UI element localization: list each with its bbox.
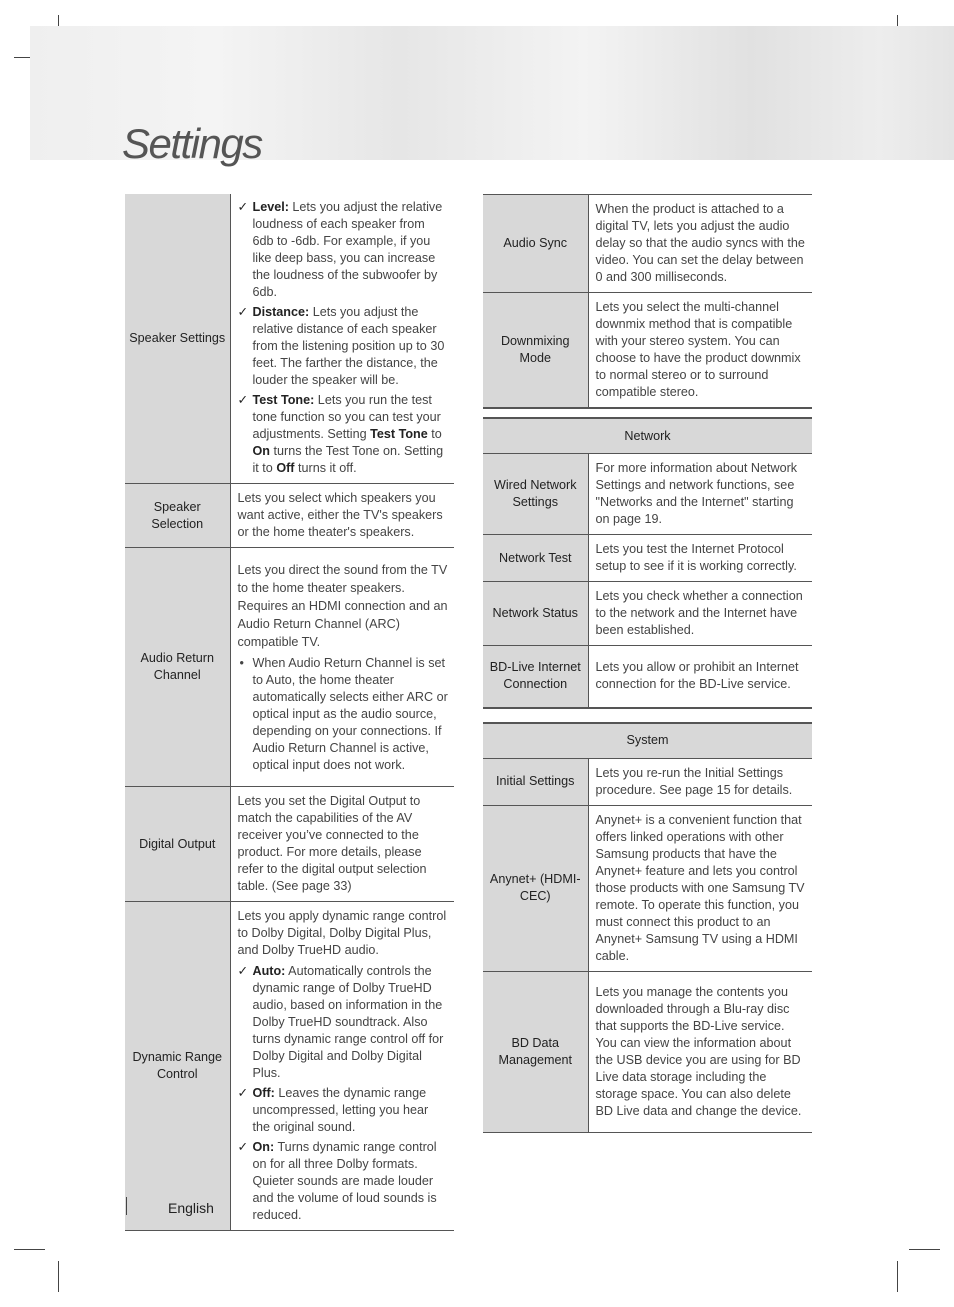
keyword: On	[252, 444, 270, 458]
row-description	[230, 548, 454, 787]
option-term: Auto:	[252, 964, 286, 978]
option-term: Distance:	[252, 305, 310, 319]
section-header-network	[483, 418, 812, 454]
option-text: Leaves the dynamic range uncompressed, letting you hear the original sound.	[252, 1086, 429, 1134]
settings-table-left	[125, 194, 454, 1231]
table-row	[483, 195, 812, 293]
crop-mark	[14, 1249, 45, 1250]
check-icon: ✓	[237, 393, 249, 407]
row-label: Initial Settings	[483, 758, 588, 805]
table-row	[483, 293, 812, 409]
option-text: Lets you adjust the relative loudness of each speaker from 6db to -6db. For example, if you like deep bass, you can increase the loudness of the subwoofer by 6db.	[252, 200, 443, 299]
row-description: Lets you select the multi-channel downmix method that is compatible with your stereo system. You can choose to have the product downmix to normal stereo or to surround compatible stereo.	[595, 300, 801, 399]
option-term: Level:	[252, 200, 289, 214]
table-row	[483, 646, 812, 708]
option-text: Lets you adjust the relative distance of each speaker from the listening position up to 30 feet. The farther the distance, the louder the speaker will be.	[252, 305, 445, 387]
row-description: Lets you re-run the Initial Settings procedure. See page 15 for details.	[595, 765, 793, 797]
option-item	[238, 963, 449, 1082]
row-description: Lets you test the Internet Protocol setup to see if it is working correctly.	[595, 542, 797, 573]
row-description: For more information about Network Settings and network functions, see "Networks and the Internet" starting on page 19.	[595, 461, 798, 526]
bullet-icon: •	[239, 655, 244, 670]
option-text: to	[427, 427, 442, 441]
row-label: Network Test	[483, 535, 588, 582]
row-label: Wired Network Settings	[483, 454, 588, 535]
table-row	[125, 902, 454, 1231]
row-label: Audio Return Channel	[125, 548, 230, 787]
keyword: Off	[276, 461, 295, 475]
settings-table-right	[483, 194, 812, 1133]
keyword: Test Tone	[370, 427, 428, 441]
table-row	[125, 194, 454, 484]
table-row	[125, 484, 454, 548]
crop-mark	[58, 1261, 59, 1292]
table-row	[483, 805, 812, 971]
section-title: System	[483, 723, 812, 759]
table-row	[483, 971, 812, 1132]
option-term: On:	[252, 1140, 275, 1154]
row-description	[230, 902, 454, 1231]
spacer	[483, 408, 812, 418]
crop-mark	[909, 1249, 940, 1250]
option-text: turns it off.	[294, 461, 357, 475]
row-description: Lets you check whether a connection to the network and the Internet have been established.	[595, 589, 803, 637]
row-description	[230, 194, 454, 484]
check-icon: ✓	[237, 1086, 249, 1100]
footer-language: English	[168, 1200, 214, 1216]
row-description: Lets you set the Digital Output to match the capabilities of the AV receiver you’ve connected to the product. For more details, please refer to the digital output selection table. (See page 33)	[237, 794, 427, 893]
option-item	[238, 1139, 449, 1224]
row-label: Speaker Selection	[125, 484, 230, 548]
footer-divider	[126, 1197, 127, 1215]
row-label: Anynet+ (HDMI-CEC)	[483, 805, 588, 971]
row-label: BD Data Management	[483, 971, 588, 1132]
row-label: Dynamic Range Control	[125, 902, 230, 1231]
section-title: Network	[483, 418, 812, 454]
table-row	[125, 787, 454, 902]
option-term: Off:	[252, 1086, 275, 1100]
table-row	[483, 582, 812, 646]
row-description: When the product is attached to a digital TV, lets you adjust the audio delay so that the audio syncs with the video. You can set the delay between 0 and 300 milliseconds.	[595, 202, 805, 284]
check-icon: ✓	[237, 200, 249, 214]
row-label: Digital Output	[125, 787, 230, 902]
table-row	[483, 758, 812, 805]
row-description: Anynet+ is a convenient function that offers linked operations with other Samsung products that have the Anynet+ feature and lets you control those products with one Samsung TV remote. To operate this function, you must connect this product to an Anynet+ Samsung TV using a HDMI cable.	[595, 812, 805, 963]
section-header-system	[483, 723, 812, 759]
option-text: turns the Test Tone on. Setting it to	[252, 444, 444, 475]
check-icon: ✓	[237, 305, 249, 319]
crop-mark	[897, 1261, 898, 1292]
check-icon: ✓	[237, 1140, 249, 1154]
row-description: Lets you manage the contents you downloaded through a Blu-ray disc that supports the BD-Live service. You can view the information about the USB device you are using for BD Live data storage including the storage space. You can also delete BD Live data and change the device.	[595, 984, 802, 1118]
option-item	[238, 199, 449, 301]
check-icon: ✓	[237, 964, 249, 978]
row-label: Downmixing Mode	[483, 293, 588, 409]
row-description: Lets you allow or prohibit an Internet connection for the BD-Live service.	[595, 660, 799, 692]
row-label: Network Status	[483, 582, 588, 646]
row-description: Lets you select which speakers you want active, either the TV's speakers or the home theater's speakers.	[237, 491, 443, 539]
option-item	[238, 392, 449, 477]
page-title: Settings	[122, 120, 262, 167]
row-label: Speaker Settings	[125, 194, 230, 484]
table-row	[125, 548, 454, 787]
row-intro: Lets you apply dynamic range control to Dolby Digital, Dolby Digital Plus, and Dolby TrueHD audio.	[237, 909, 447, 957]
row-label: Audio Sync	[483, 195, 588, 293]
table-row	[483, 454, 812, 535]
option-item	[238, 304, 449, 389]
table-row	[483, 535, 812, 582]
option-text: Turns dynamic range control on for all three Dolby formats. Quieter sounds are made louder and the volume of loud sounds is reduced.	[252, 1140, 437, 1222]
row-label: BD-Live Internet Connection	[483, 646, 588, 708]
option-item	[238, 1085, 449, 1136]
row-intro: Lets you direct the sound from the TV to the home theater speakers. Requires an HDMI connection and an Audio Return Channel (ARC) compatible TV.	[237, 562, 448, 649]
bullet-text: When Audio Return Channel is set to Auto, the home theater automatically selects either ARC or optical input as the audio source, depending on your connections. If Audio Return Channel is active, optical input does not work.	[252, 655, 448, 772]
spacer	[483, 708, 812, 723]
bullet-item	[238, 655, 449, 774]
option-text: Automatically controls the dynamic range of Dolby TrueHD audio, based on information in the Dolby TrueHD soundtrack. Also turns dynamic range control off for Dolby Digital and Dolby Digital Plus.	[252, 964, 444, 1080]
option-term: Test Tone:	[252, 393, 315, 407]
option-text: Lets you run the test tone function so you can test your adjustments. Setting	[252, 393, 441, 441]
